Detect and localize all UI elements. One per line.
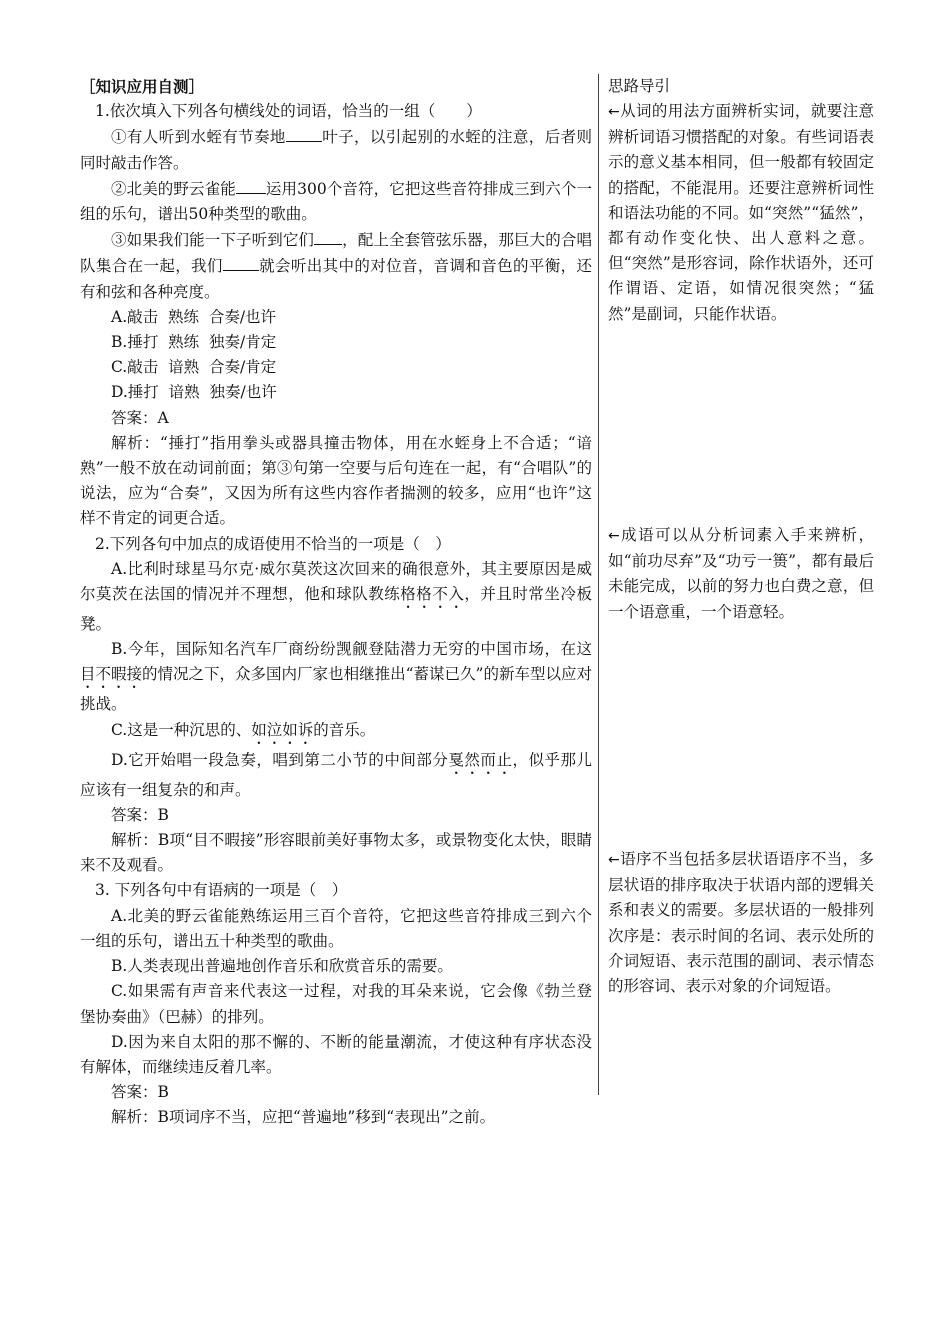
q1-answer: 答案：A	[111, 408, 169, 427]
q3-option-c: C.如果需有声音来代表这一过程，对我的耳朵来说，它会像《勃兰登堡协奏曲》（巴赫）的排列。	[80, 982, 592, 1026]
q3-option-d: D.因为来自太阳的那不懈的、不断的能量潮流，才使这种有序状态没有解体，而继续违反着几率。	[80, 1032, 592, 1076]
q2-analysis: 解析：B项“目不暇接”形容眼前美好事物太多，或景物变化太快，眼睛来不及观看。	[80, 831, 592, 875]
q1-s3-part-c: 就会听出其中的对位音，音调和音色的平衡，还有和弦和各种亮度。	[80, 257, 592, 301]
q2-option-c	[80, 718, 592, 748]
guide-note-1-text: 从词的用法方面辨析实词，就要注意辨析词语习惯搭配的对象。有些词语表示的意义基本相同，但一般都有较固定的搭配，不能混用。还要注意辨析词性和语法功能的不同。如“突然”“猛然”，都有动作变化快、出人意料之意。但“突然”是形容词，除作状语外，还可作谓语、定语，如情况很突然；“猛然”是副词，只能作状语。	[608, 102, 874, 323]
q2-stem: 2.下列各句中加点的成语使用不恰当的一项是（ ）	[95, 534, 451, 553]
q2-a-idiom: 格格不入	[400, 585, 465, 604]
q1-sentence-2	[80, 176, 592, 227]
q3-option-a: A.北美的野云雀能熟练运用三百个音符，它把这些音符排成三到六个一组的乐句，谱出五十种类型的歌曲。	[80, 906, 592, 950]
left-arrow-icon: ←	[608, 852, 620, 868]
guide-note-2	[608, 523, 874, 625]
q1-s2-part-a: ②北美的野云雀能	[111, 179, 236, 198]
column-divider	[598, 74, 599, 1095]
q3-answer: 答案：B	[111, 1083, 169, 1102]
q2-a-text-end: ，并且时常坐冷板凳。	[80, 585, 592, 634]
q2-option-b	[80, 637, 592, 717]
q1-option-a: A.敲击 熟练 合奏/也许	[111, 307, 277, 326]
q2-option-a	[80, 557, 592, 637]
q1-s2-part-b: 运用300个音符，它把这些音符排成三到六个一组的乐句，谱出50种类型的歌曲。	[80, 179, 592, 224]
q1-stem: 1.依次填入下列各句横线处的词语，恰当的一组（ ）	[95, 102, 482, 121]
q2-d-text-end: ，似乎那儿应该有一组复杂的和声。	[80, 750, 592, 799]
guide-note-1	[608, 99, 874, 327]
fill-blank	[223, 253, 259, 271]
left-arrow-icon: ←	[608, 528, 620, 544]
q1-option-d: D.捶打 谙熟 独奏/也许	[111, 383, 277, 402]
fill-blank	[236, 176, 266, 194]
sidebar-title: 思路导引	[608, 77, 671, 95]
q2-c-idiom: 如泣如诉	[251, 720, 314, 739]
guide-note-3-text: 语序不当包括多层状语语序不当，多层状语的排序取决于状语内部的逻辑关系和表义的需要。多层状语的一般排列次序是：表示时间的名词、表示处所的介词短语、表示范围的副词、表示情态的形容词、表示对象的介词短语。	[608, 850, 874, 996]
q2-b-idiom: 目不暇接	[80, 665, 143, 684]
q2-c-text: C.这是一种沉思的、	[111, 720, 252, 739]
q2-d-idiom: 戛然而止	[448, 750, 513, 769]
q2-option-d	[80, 748, 592, 803]
q1-option-c: C.敲击 谙熟 合奏/肯定	[111, 358, 277, 377]
q3-stem: 3. 下列各句中有语病的一项是（ ）	[95, 881, 348, 900]
q2-a-text: A.比利时球星马尔克·威尔莫茨这次回来的确很意外，其主要原因是威尔莫茨在法国的情况并不理想，他和球队教练	[80, 559, 592, 604]
fill-blank	[314, 227, 342, 245]
q1-s1-part-a: ①有人听到水蛭有节奏地	[111, 128, 286, 147]
q1-s1-part-b: 叶子，以引起别的水蛭的注意，后者则同时敲击作答。	[80, 128, 592, 172]
q1-analysis: 解析：“捶打”指用拳头或器具撞击物体，用在水蛭身上不合适；“谙熟”一般不放在动词前面；第③句第一空要与后句连在一起，有“合唱队”的说法，应为“合奏”，又因为所有这些内容作者揣测的较多，应用“也许”这样不肯定的词更合适。	[80, 433, 592, 528]
q1-s3-part-b: ，配上全套管弦乐器，那巨大的合唱队集合在一起，我们	[80, 231, 592, 276]
q2-answer: 答案：B	[111, 805, 169, 824]
q2-c-text-end: 的音乐。	[313, 720, 376, 739]
guide-note-3	[608, 847, 874, 999]
section-title: ［知识应用自测］	[80, 77, 205, 96]
fill-blank	[286, 124, 322, 142]
q1-option-b: B.捶打 熟练 独奏/肯定	[111, 333, 277, 352]
q1-sentence-3	[80, 227, 592, 305]
guide-note-2-text: 成语可以从分析词素入手来辨析，如“前功尽弃”及“功亏一篑”，都有最后未能完成，以前的努力也白费之意，但一个语意重，一个语意轻。	[608, 526, 874, 621]
q1-s3-part-a: ③如果我们能一下子听到它们	[111, 231, 315, 250]
q3-analysis: 解析：B项词序不当，应把“普遍地”移到“表现出”之前。	[111, 1108, 496, 1127]
q2-d-text: D.它开始唱一段急奏，唱到第二小节的中间部分	[111, 750, 449, 769]
q2-b-text: B.今年，国际知名汽车厂商纷纷觊觎登陆潜力无穷的中国市场，在这	[111, 640, 592, 659]
q2-b-text-end: 的情况之下，众多国内厂家也相继推出“蓄谋已久”的新车型以应对挑战。	[80, 665, 592, 714]
left-arrow-icon: ←	[608, 104, 620, 120]
q3-option-b: B.人类表现出普遍地创作音乐和欣赏音乐的需要。	[111, 957, 453, 976]
exercise-column	[80, 74, 592, 1131]
q1-sentence-1	[80, 124, 592, 175]
